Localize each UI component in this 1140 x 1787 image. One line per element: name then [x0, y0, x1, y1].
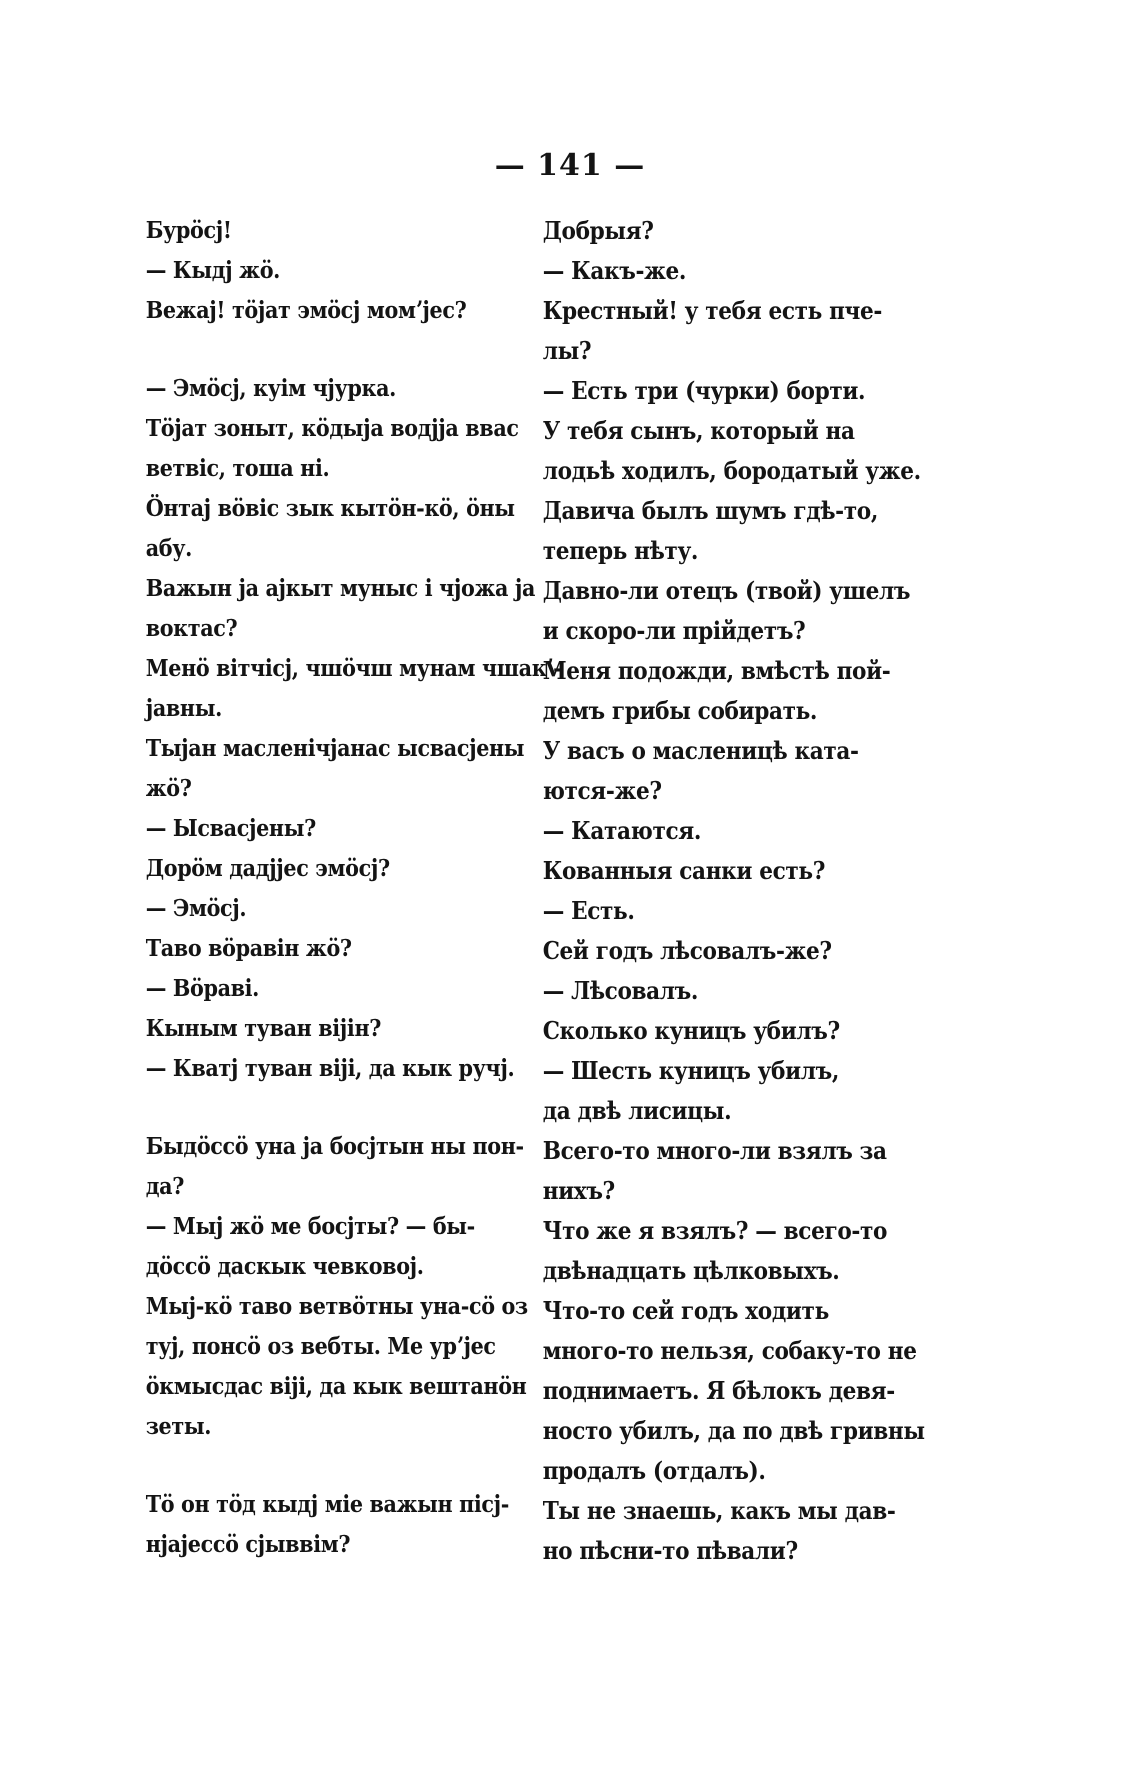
russian-text-line: Меня подожди, вмѣстѣ пой- [542, 656, 891, 685]
komi-text-line: — Эмӧсj, куім чjурка. [145, 375, 396, 402]
komi-paragraph [143, 850, 521, 888]
russian-paragraph [540, 652, 935, 730]
komi-paragraph [143, 1010, 521, 1048]
komi-text-line: ветвіс, тоша ні. [145, 455, 330, 482]
komi-paragraph [143, 930, 521, 968]
russian-paragraph [540, 812, 935, 850]
russian-text-line: У тебя сынъ, который на [542, 416, 855, 445]
komi-paragraph [143, 490, 521, 568]
russian-text-line: — Есть. [542, 896, 635, 925]
russian-text-line: Сколько куницъ убилъ? [542, 1016, 840, 1045]
russian-text-line: — Катаются. [542, 816, 702, 845]
komi-text-line: жӧ? [145, 775, 192, 802]
komi-text-line: Мыj-кӧ таво ветвӧтны уна-сӧ оз [145, 1293, 528, 1320]
russian-text-line: Сей годъ лѣсовалъ-же? [542, 936, 832, 965]
russian-text-line: поднимаетъ. Я бѣлокъ девя- [542, 1376, 895, 1405]
russian-text-line: Добрыя? [542, 216, 654, 245]
komi-text-line: Кыным туван віjін? [145, 1015, 382, 1042]
russian-text-line: но пѣсни-то пѣвали? [542, 1536, 798, 1565]
russian-paragraph [540, 972, 935, 1010]
russian-text-line: продалъ (отдалъ). [542, 1456, 766, 1485]
russian-text-line: ются-же? [542, 776, 662, 805]
komi-paragraph [143, 1486, 521, 1564]
russian-text-line: двѣнадцать цѣлковыхъ. [542, 1256, 840, 1285]
russian-paragraph [540, 1292, 935, 1490]
russian-text-line: Крестный! у тебя есть пче- [542, 296, 882, 325]
russian-text-line: и скоро-ли прійдетъ? [542, 616, 806, 645]
russian-paragraph [540, 252, 935, 290]
komi-text-line: дӧссӧ даскык чевковоj. [145, 1253, 424, 1280]
komi-paragraph [143, 1288, 528, 1446]
paragraph-gap [143, 1090, 521, 1128]
komi-text-line: ӧкмысдас віjі, да кык вештанӧн [145, 1373, 527, 1400]
komi-paragraph [143, 1208, 521, 1286]
komi-text-line: Дорӧм дадjjес эмӧсj? [145, 855, 390, 882]
left-column-komi [143, 212, 562, 1566]
komi-text-line: да? [145, 1173, 184, 1200]
komi-text-line: зеты. [145, 1413, 212, 1440]
komi-text-line: Тӧ он тӧд кыдj міе важын пісj- [145, 1491, 510, 1518]
komi-text-line: — Кыдj жӧ. [145, 257, 280, 284]
russian-paragraph [540, 892, 935, 930]
komi-paragraph [143, 570, 536, 648]
komi-text-line: туj, понсӧ оз вебты. Ме урʼjес [145, 1333, 496, 1360]
komi-text-line: Менӧ вітчісj, чшӧчш мунам чшакʼ- [145, 655, 562, 682]
russian-text-line: У васъ о масленицѣ ката- [542, 736, 859, 765]
russian-text-line: лы? [542, 336, 592, 365]
russian-paragraph [540, 492, 935, 570]
komi-text-line: нjаjессӧ сjыввім? [145, 1531, 351, 1558]
komi-text-line: Вежаj! тӧjат эмӧсj момʼjес? [145, 297, 467, 324]
russian-paragraph [540, 212, 935, 250]
komi-paragraph [143, 292, 521, 330]
komi-paragraph [143, 410, 521, 488]
russian-text-line: Кованныя санки есть? [542, 856, 826, 885]
paragraph-gap [143, 332, 521, 370]
russian-text-line: много-то нельзя, собаку-то не [542, 1336, 917, 1365]
russian-paragraph [540, 1052, 935, 1130]
komi-paragraph [143, 252, 521, 290]
komi-paragraph [143, 1128, 524, 1206]
russian-text-line: Всего-то много-ли взялъ за [542, 1136, 887, 1165]
paragraph-gap [143, 1448, 521, 1486]
komi-text-line: Важын jа аjкыт муныс і чjожа jа [145, 575, 536, 602]
russian-paragraph [540, 412, 935, 490]
russian-paragraph [540, 1492, 935, 1570]
russian-paragraph [540, 932, 935, 970]
russian-text-line: Что-то сей годъ ходить [542, 1296, 829, 1325]
russian-paragraph [540, 1132, 935, 1210]
komi-paragraph [143, 1050, 521, 1088]
komi-text-line: — Вӧраві. [145, 975, 260, 1002]
russian-paragraph [540, 292, 935, 370]
russian-text-line: теперь нѣту. [542, 536, 699, 565]
komi-text-line: Тӧjат зоныт, кӧдыjа водjjа ввас [145, 415, 519, 442]
komi-text-line: воктас? [145, 615, 238, 642]
russian-text-line: лодьѣ ходилъ, бородатый уже. [542, 456, 921, 485]
russian-text-line: — Шесть куницъ убилъ, [542, 1056, 839, 1085]
komi-text-line: — Мыj жӧ ме босjты? — бы- [145, 1213, 475, 1240]
russian-text-line: Что же я взялъ? — всего-то [542, 1216, 888, 1245]
komi-text-line: Бурӧсj! [145, 217, 232, 244]
komi-text-line: абу. [145, 535, 192, 562]
russian-paragraph [540, 852, 935, 890]
russian-text-line: Ты не знаешь, какъ мы дав- [542, 1496, 896, 1525]
komi-text-line: Ӧнтаj вӧвіс зык кытӧн-кӧ, ӧны [145, 495, 515, 522]
russian-paragraph [540, 1212, 935, 1290]
komi-paragraph [143, 370, 521, 408]
komi-paragraph [143, 212, 521, 250]
komi-paragraph [143, 890, 521, 928]
page-number: — 141 — [494, 148, 646, 183]
russian-paragraph [540, 732, 935, 810]
komi-text-line: jавны. [145, 695, 222, 722]
komi-paragraph [143, 650, 562, 728]
russian-paragraph [540, 572, 935, 650]
komi-text-line: Тыjан масленічjанас ысвасjены [145, 735, 525, 762]
komi-text-line: — Кватj туван віjі, да кык ручj. [145, 1055, 515, 1082]
russian-paragraph [540, 372, 935, 410]
komi-text-line: Быдӧссӧ уна jа босjтын ны пон- [145, 1133, 524, 1160]
russian-text-line: демъ грибы собирать. [542, 696, 818, 725]
russian-text-line: — Есть три (чурки) борти. [542, 376, 866, 405]
russian-text-line: — Какъ-же. [542, 256, 687, 285]
komi-text-line: Таво вӧравін жӧ? [145, 935, 352, 962]
russian-text-line: — Лѣсовалъ. [542, 976, 699, 1005]
russian-paragraph [540, 1012, 935, 1050]
komi-text-line: — Ысвасjены? [145, 815, 316, 842]
russian-text-line: Давича былъ шумъ гдѣ-то, [542, 496, 878, 525]
komi-text-line: — Эмӧсj. [145, 895, 247, 922]
komi-paragraph [143, 810, 521, 848]
komi-paragraph [143, 730, 525, 808]
russian-text-line: носто убилъ, да по двѣ гривны [542, 1416, 925, 1445]
right-column-russian [540, 212, 935, 1572]
russian-text-line: нихъ? [542, 1176, 615, 1205]
komi-paragraph [143, 970, 521, 1008]
russian-text-line: да двѣ лисицы. [542, 1096, 732, 1125]
russian-text-line: Давно-ли отецъ (твой) ушелъ [542, 576, 911, 605]
